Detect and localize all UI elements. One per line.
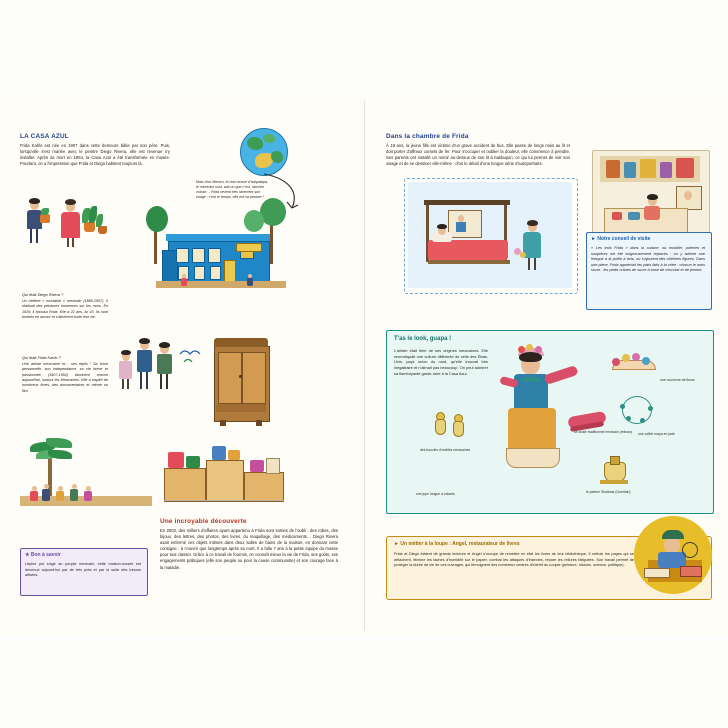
caption-frida-text: Une artiste mexicaine et… ses replis ! Sa force personnelle, son indépendance, sa vie brève et passionnée (1907-1954) fascinent encore aujourd'hui, surtout les Mexicaines. Elle a inspiré de nombreux livres, des documentaires et même un film. <box>22 362 108 393</box>
illustration-wardrobe <box>206 330 282 430</box>
box-tas-le-look-text: L'artiste était fière de ses origines mexicaines. Elle revendiquait une culture différente de celle des États-Unis, pays union du nord, qu'elle trouvait très inégalitaire et n'aimait pas beaucoup. On peut admirer sa flamboyante garde-robe à la Casa Azul. <box>394 348 488 376</box>
illustration-book-restorer <box>634 516 712 594</box>
illustration-perfume-bottle <box>596 452 632 486</box>
box-conseil-text: « Les trois Frida » dans la cuisine, où mobilier, poteries et soupières ont été soigneusement replacés : on y admire une fresque à la poêle à bois, où s'ajoutent des célèbres figures. Dans une pièce, Frida appréciait les plats faits à la criée : chacun le mois sucre : les petits crânes de sucre à base de chocolat et de piment. <box>591 246 705 272</box>
illustration-crates-objects <box>160 438 290 508</box>
label-flower-crown: une couronne de fleurs <box>660 378 695 382</box>
paragraph-la-casa-azul: Frida Kahlo est née en 1907 dans cette demeure bâtie par son père. Puis, lorsqu'elle s'est mariée avec le peintre Diego Rivera, elle est revenue s'y installer. Après sa mort en 1954, la Casa Azul a été transformée en musée. Pourtant, on a l'impression que Frida et Diego habitent toujours là. <box>20 143 170 167</box>
globe-illustration <box>240 128 288 176</box>
caption-frida-title: Qui était Frida Kahlo ? <box>22 355 61 360</box>
box-metier-text: Frida et Diego étaient de grands lecteurs et Angel s'occupe de remettre en état les livres de leur bibliothèque. Il nettoie les pages qui se détachent, élimine les taches d'humidité sur le papier, combat les attaques d'insectes, répare les reliures fatiguées. Son travail permet de protéger la durée de vie de ces ouvrages, qui témoignent des nombreux centres d'intérêt du couple (peinture, histoire, science, politique). <box>394 552 634 567</box>
caption-diego-title: Qui était Diego Rivera ? <box>22 292 64 297</box>
box-tas-le-look-title: T'as le look, guapa ! <box>394 336 452 342</box>
heading-la-casa-azul: LA CASA AZUL <box>20 133 69 140</box>
label-jade-necklace: une collier maya en jade <box>638 432 675 436</box>
box-bon-a-savoir-text: Lépine put s'agir au peuple mexicain, cette maison-musée est devenue aujourd'hui par de très près et par la suite des trésors artistes. <box>25 562 141 577</box>
illustration-palm-and-crowd <box>20 430 152 520</box>
box-metier-title: ► Un métier à la loupe : Angel, restaurateur de livres <box>394 541 520 547</box>
label-rebozo: un châle traditionnel mexicain (rebozo) <box>574 430 633 434</box>
illustration-jade-necklace <box>616 392 656 426</box>
paragraph-une-incroyable-decouverte: En 2003, des milliers d'affaires ayant appartenu à Frida sont sorties de l'oubli : des robes, des bijoux, des lettres, des photos, des livres, du maquillage, des médicaments… Diego Rivera avait enfermé ces objets intimes dans deux salles de bains de la maison, en donnant cette consigne : à n'ouvrir que longtemps après sa mort. Il a fallu 7 ans à la petite équipe du musée pour tout classer. Grâce à ce travail de fourmis, on connaît mieux la vie de Frida, ses goûts, ses engagements politiques (elle son peuple ou pour la cause communiste) et son courage face à la maladie. <box>160 528 338 570</box>
bird-icon <box>178 344 204 364</box>
heading-dans-la-chambre: Dans la chambre de Frida <box>386 133 469 140</box>
box-bon-a-savoir-title: ★ Bon à savoir <box>25 552 61 558</box>
illustration-flower-crown <box>608 352 658 374</box>
caption-diego-text: Un célèbre « muraliste » mexicain (1886-1957). Il réalisait des peintures immenses sur les murs. En 1929, il épousa Frida. Elle a 22 ans, lui 43. Ils sont tombés en amour et s'aimèrent toute leur vie. <box>22 299 108 320</box>
label-skirt: une jupe longue à volants <box>416 492 455 496</box>
label-perfume: le parfum Shalimar (Guerlain) <box>586 490 631 494</box>
illustration-family-group <box>112 330 204 400</box>
illustration-earrings <box>432 410 470 444</box>
caption-globe: Mais d'où Mexico, le nom actuel d'Iztapalapa, le mexicain sont, sait-on que c'est, l'ancien volcan… Frida revient très rarement son image : c'est le temps, elle est sa pensée ! <box>196 180 269 200</box>
heading-une-incroyable-decouverte: Une incroyable découverte <box>160 518 247 525</box>
illustration-bedroom <box>408 182 572 288</box>
illustration-couple-plants <box>22 196 112 252</box>
box-conseil-title: ► Notre conseil de visite <box>591 236 651 242</box>
illustration-casa-azul-building <box>148 188 298 298</box>
page-gutter <box>364 100 365 630</box>
paragraph-dans-la-chambre: À 18 ans, la jeune fille est victime d'un grave accident de bus. Elle passe de longs mois au lit et doit porter d'affreux corsets de fer. Pour s'occuper et oublier la douleur, elle commence à peindre. Ses parents ont installé un miroir au-dessus de son lit à baldaquin, ce qui lui permet de voir son visage et de se dessiner elle-même : d'où le détail d'une longue série d'autoportraits. <box>386 143 570 167</box>
label-earrings: des boucles d'oreilles mexicaines <box>420 448 471 452</box>
